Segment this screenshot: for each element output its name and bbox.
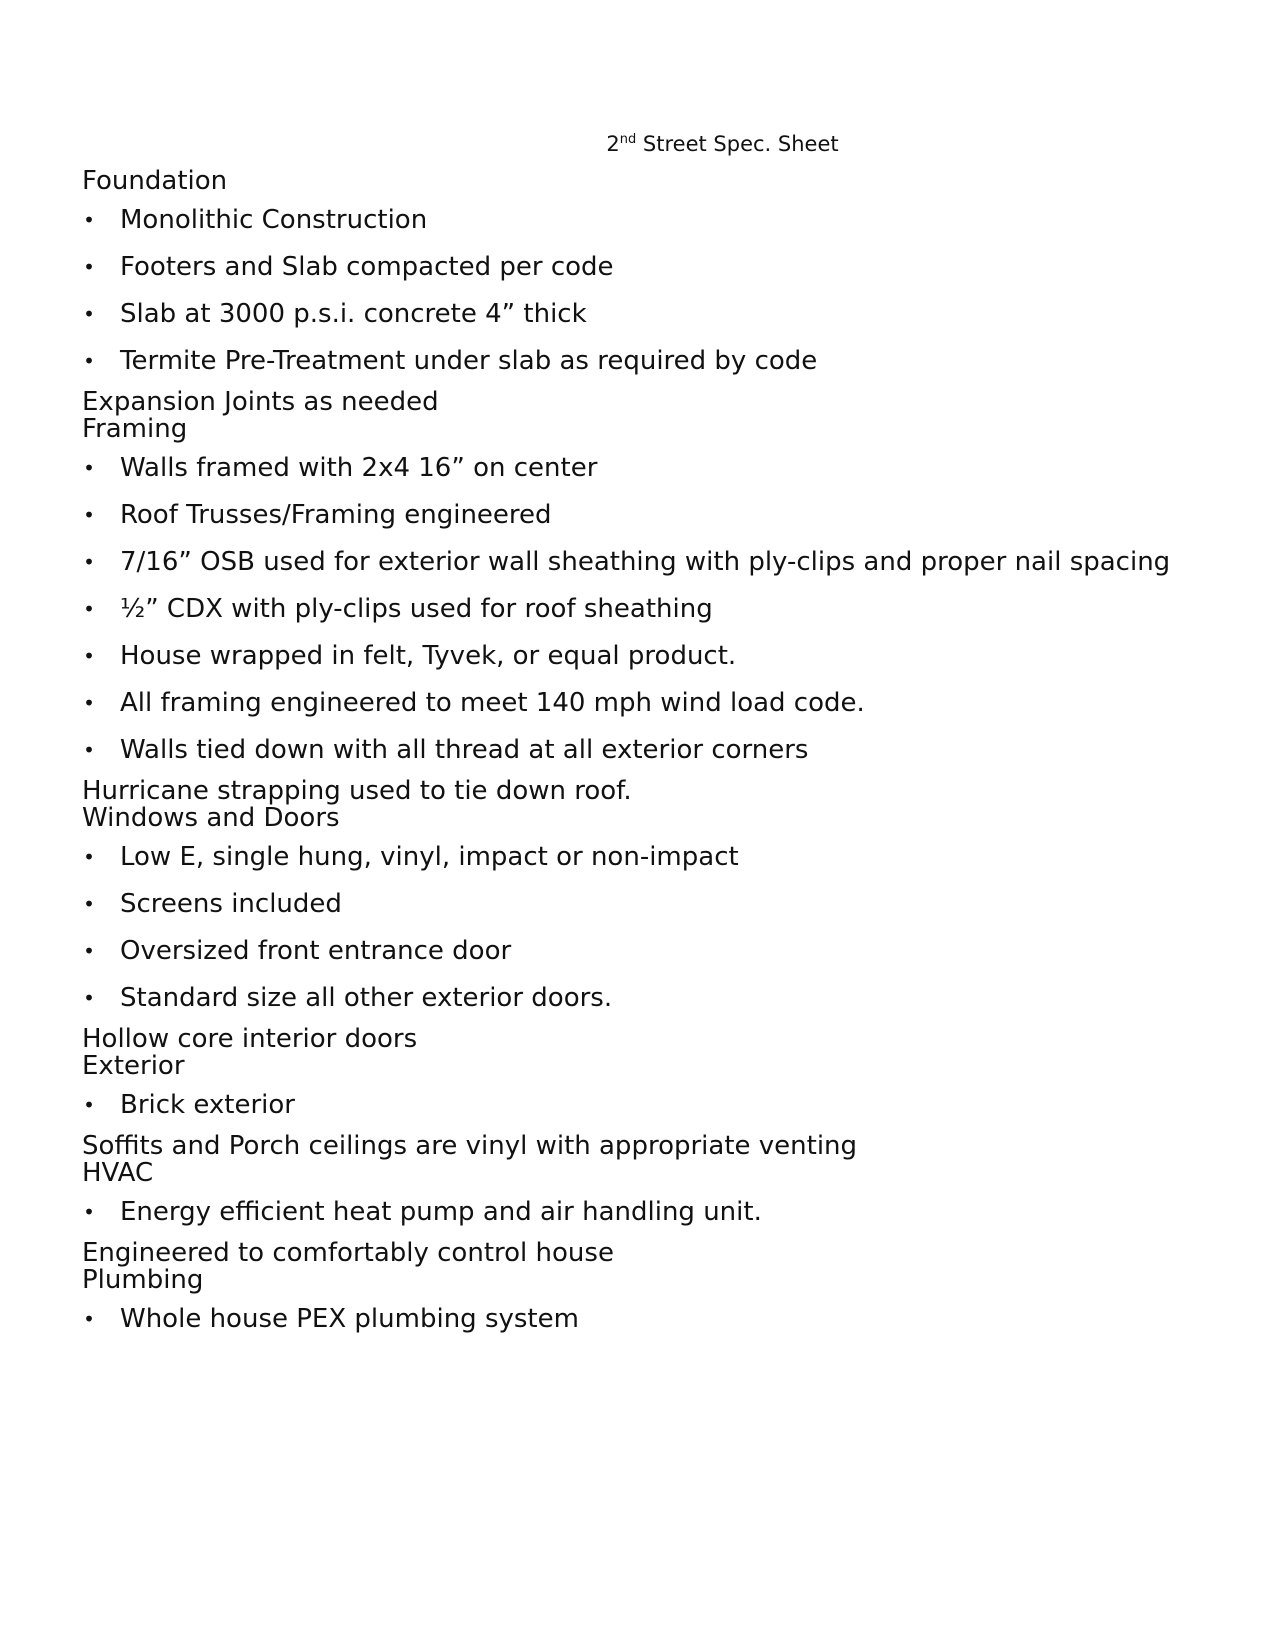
title-prefix: 2: [606, 132, 620, 156]
list-item-text: Energy efficient heat pump and air handling unit.: [120, 1197, 762, 1227]
list-item: [82, 1090, 1252, 1120]
list-item: [82, 500, 1252, 530]
list-item: [82, 1197, 1252, 1227]
list-item-text: Brick exterior: [120, 1090, 295, 1120]
bullet-list: [82, 453, 1252, 765]
bullet-icon: •: [83, 939, 95, 963]
bullet-list: [82, 205, 1252, 376]
list-item: [82, 346, 1252, 376]
section-note: Soffits and Porch ceilings are vinyl with appropriate venting: [82, 1131, 858, 1161]
list-item: [82, 641, 1252, 671]
bullet-icon: •: [83, 845, 95, 869]
list-item-text: Screens included: [120, 889, 342, 919]
list-item-text: Walls framed with 2x4 16” on center: [120, 453, 598, 483]
bullet-list: [82, 1197, 1252, 1227]
title-superscript: nd: [619, 132, 637, 147]
bullet-icon: •: [83, 1200, 95, 1224]
section-note: Hollow core interior doors: [82, 1024, 418, 1054]
list-item-text: All framing engineered to meet 140 mph wind load code.: [120, 688, 865, 718]
list-item-text: Roof Trusses/Framing engineered: [120, 500, 552, 530]
bullet-list: [82, 1304, 1252, 1334]
section-heading: Foundation: [82, 166, 228, 196]
section-note: Engineered to comfortably control house: [82, 1238, 614, 1268]
list-item: [82, 889, 1252, 919]
bullet-icon: •: [83, 1307, 95, 1331]
bullet-icon: •: [83, 456, 95, 480]
section-heading: Plumbing: [82, 1265, 204, 1295]
list-item-text: House wrapped in felt, Tyvek, or equal product.: [120, 641, 737, 671]
section-heading: HVAC: [82, 1158, 154, 1188]
list-item-text: Whole house PEX plumbing system: [120, 1304, 579, 1334]
list-item: [82, 547, 1252, 577]
list-item-text: ½” CDX with ply-clips used for roof sheathing: [120, 594, 713, 624]
bullet-icon: •: [83, 738, 95, 762]
list-item: [82, 299, 1252, 329]
bullet-icon: •: [83, 550, 95, 574]
list-item: [82, 735, 1252, 765]
spec-sheet-body: [82, 168, 1252, 1351]
bullet-icon: •: [83, 208, 95, 232]
list-item: [82, 205, 1252, 235]
bullet-list: [82, 842, 1252, 1013]
bullet-icon: •: [83, 986, 95, 1010]
bullet-icon: •: [83, 255, 95, 279]
list-item-text: Low E, single hung, vinyl, impact or non-impact: [120, 842, 739, 872]
bullet-icon: •: [83, 597, 95, 621]
list-item-text: Standard size all other exterior doors.: [120, 983, 613, 1013]
section-heading: Exterior: [82, 1051, 185, 1081]
list-item-text: Termite Pre-Treatment under slab as required by code: [120, 346, 818, 376]
page-title: [0, 132, 1275, 156]
bullet-icon: •: [83, 503, 95, 527]
list-item: [82, 1304, 1252, 1334]
list-item: [82, 983, 1252, 1013]
bullet-icon: •: [83, 1093, 95, 1117]
section-note: Expansion Joints as needed: [82, 387, 439, 417]
list-item-text: Footers and Slab compacted per code: [120, 252, 614, 282]
section-heading: Framing: [82, 414, 188, 444]
list-item: [82, 936, 1252, 966]
list-item: [82, 688, 1252, 718]
bullet-icon: •: [83, 892, 95, 916]
list-item-text: 7/16” OSB used for exterior wall sheathing with ply-clips and proper nail spacing: [120, 547, 1171, 577]
list-item-text: Walls tied down with all thread at all exterior corners: [120, 735, 809, 765]
list-item: [82, 594, 1252, 624]
list-item: [82, 453, 1252, 483]
section-note: Hurricane strapping used to tie down roof.: [82, 776, 632, 806]
title-suffix: Street Spec. Sheet: [636, 132, 839, 156]
section-heading: Windows and Doors: [82, 803, 340, 833]
bullet-icon: •: [83, 644, 95, 668]
bullet-list: [82, 1090, 1252, 1120]
list-item: [82, 842, 1252, 872]
list-item-text: Oversized front entrance door: [120, 936, 512, 966]
list-item: [82, 252, 1252, 282]
bullet-icon: •: [83, 691, 95, 715]
bullet-icon: •: [83, 349, 95, 373]
list-item-text: Monolithic Construction: [120, 205, 428, 235]
list-item-text: Slab at 3000 p.s.i. concrete 4” thick: [120, 299, 587, 329]
bullet-icon: •: [83, 302, 95, 326]
